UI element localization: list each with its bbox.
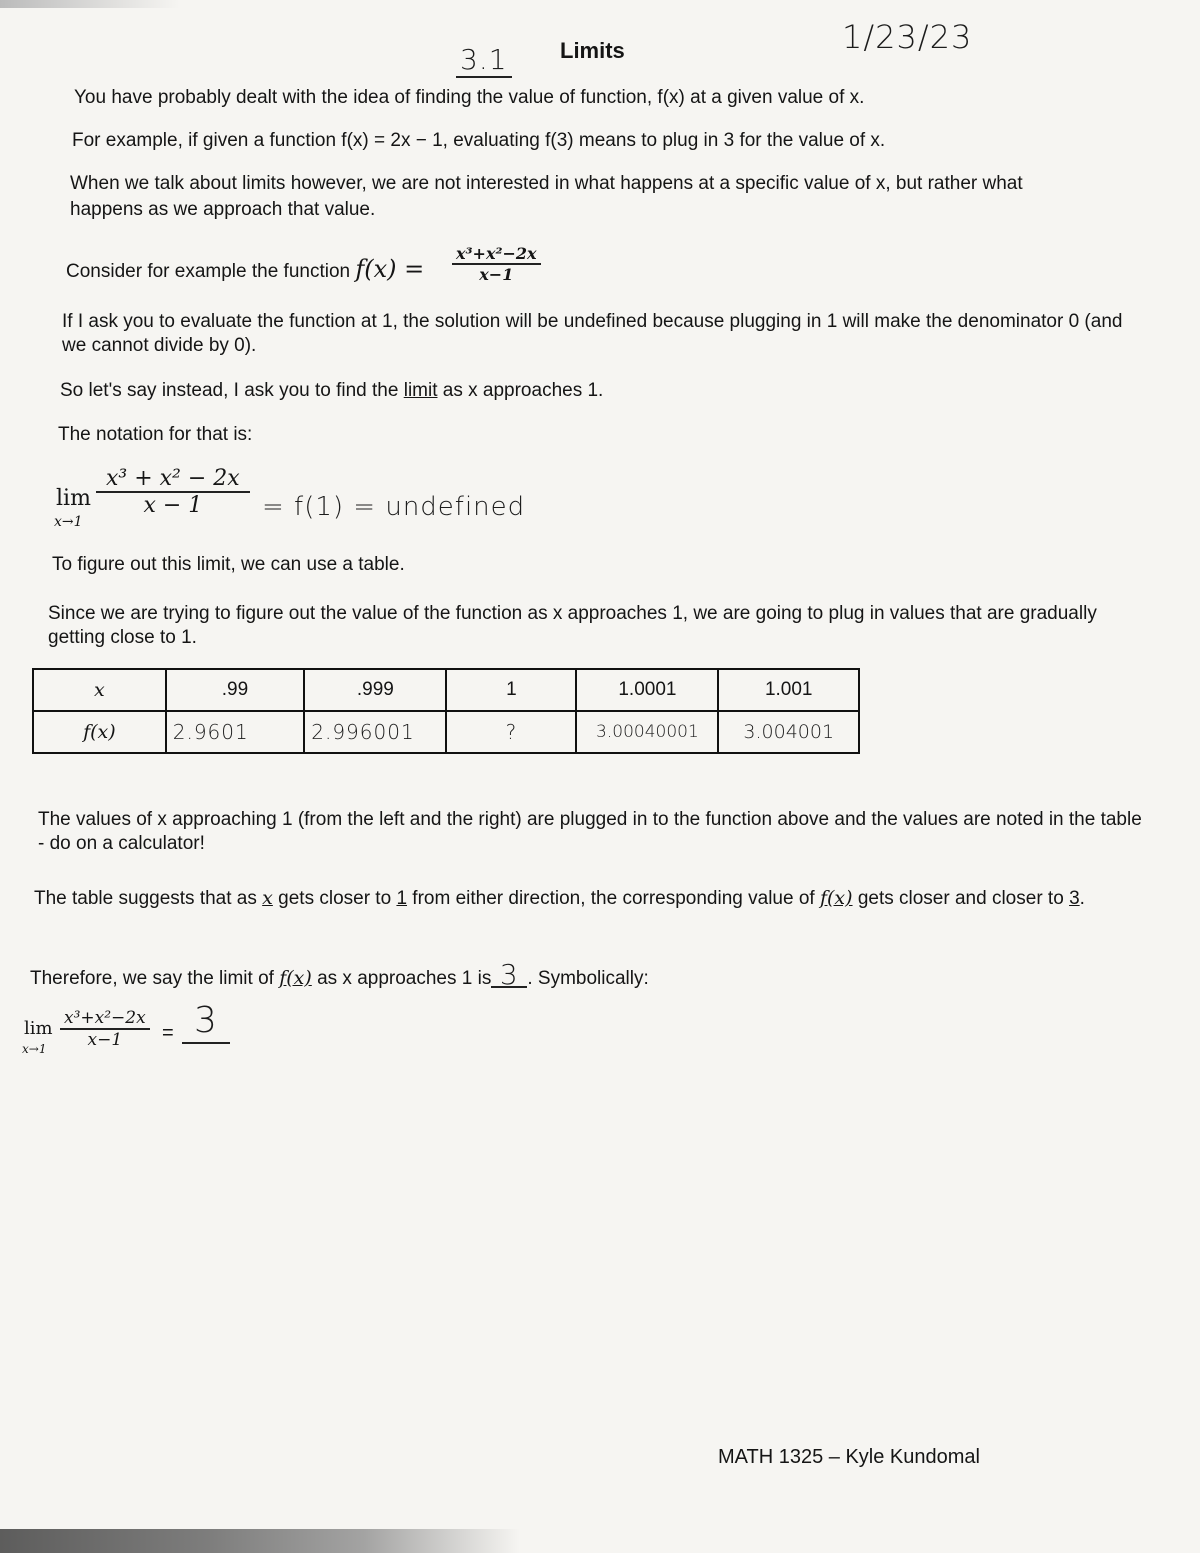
final-lim: lim xyxy=(24,1018,53,1039)
para3-fx: f(x) xyxy=(279,967,312,989)
cell-x-3: 1 xyxy=(446,669,576,711)
cell-fx-header: f(x) xyxy=(33,711,166,753)
handwritten-undefined: = f(1) = undefined xyxy=(262,492,526,522)
notation-numerator: x³ + x² − 2x xyxy=(96,466,250,493)
final-equals: = xyxy=(162,1022,174,1044)
final-numerator: x³+x²−2x xyxy=(60,1008,150,1030)
notation-lim: lim xyxy=(56,486,91,511)
cell-x-1: .99 xyxy=(166,669,305,711)
intro-line-2: For example, if given a function f(x) = 2x − 1, evaluating f(3) means to plug in 3 for the value of x. xyxy=(72,130,886,151)
notation-denominator: x − 1 xyxy=(143,493,203,518)
para3-part-c: . Symbolically: xyxy=(527,968,649,989)
para3-part-b: as x approaches 1 is xyxy=(317,968,492,989)
example-numerator: x³+x²−2x xyxy=(452,244,541,265)
final-fraction xyxy=(60,1008,150,1050)
limit-word: limit xyxy=(403,380,438,401)
conclusion-para-3 xyxy=(30,958,649,992)
final-denominator: x−1 xyxy=(87,1030,123,1050)
para3-blank: 3 xyxy=(491,964,527,988)
para2-part-c: from either direction, the corresponding value of xyxy=(412,888,815,909)
course-footer: MATH 1325 – Kyle Kundomal xyxy=(718,1446,980,1468)
section-number: 3.1 xyxy=(456,44,512,78)
conclusion-para-1: The values of x approaching 1 (from the left and the right) are plugged in to the function above and the values are noted in the table - do on a calculator! xyxy=(38,809,1142,854)
scan-shadow-bottom xyxy=(0,1529,520,1553)
cell-x-2: .999 xyxy=(304,669,446,711)
conclusion-para-2: The table suggests that as x gets closer to 1 from either direction, the corresponding value of f(x) gets closer and closer to 3. xyxy=(34,887,1085,909)
cell-fx-4: 3.00040001 xyxy=(576,711,718,753)
para2-fx: f(x) xyxy=(819,887,853,909)
table-row-x xyxy=(33,669,859,711)
example-fx: f(x) = xyxy=(355,255,425,283)
para2-part-b: gets closer to xyxy=(278,888,392,909)
page-title: Limits xyxy=(560,38,625,63)
cell-fx-5: 3.004001 xyxy=(718,711,859,753)
cell-x-header: x xyxy=(33,669,166,711)
final-answer: 3 xyxy=(182,1000,230,1044)
instead-post: as x approaches 1. xyxy=(442,380,604,401)
notation-fraction xyxy=(96,466,250,518)
intro-line-3: When we talk about limits however, we are not interested in what happens at a specific value of x, but rather what happens as we approach that value. xyxy=(70,173,1023,220)
cell-fx-1: 2.9601 xyxy=(166,711,305,753)
bleed-through-1 xyxy=(40,1072,45,1092)
table-intro-2: Since we are trying to figure out the value of the function as x approaches 1, we are going to plug in values that are gradually getting close to 1. xyxy=(48,603,1097,648)
intro-line-1: You have probably dealt with the idea of finding the value of function, f(x) at a given value of x. xyxy=(74,87,865,108)
value-table xyxy=(32,668,860,754)
instead-line xyxy=(60,378,603,404)
scan-shadow-top xyxy=(0,0,180,8)
example-lead-text: Consider for example the function xyxy=(66,261,351,282)
example-lead xyxy=(66,256,424,285)
cell-fx-3: ? xyxy=(446,711,576,753)
para3-part-a: Therefore, we say the limit of xyxy=(30,968,274,989)
example-fraction xyxy=(452,244,541,284)
undefined-explanation: If I ask you to evaluate the function at 1, the solution will be undefined because plugging in 1 will make the denominator 0 (and we cannot divide by 0). xyxy=(62,311,1123,356)
para2-three: 3 xyxy=(1069,888,1080,909)
handwritten-date: 1/23/23 xyxy=(842,18,973,56)
final-lim-sub: x→1 xyxy=(22,1042,47,1056)
notation-label: The notation for that is: xyxy=(58,424,253,445)
para2-part-a: The table suggests that as xyxy=(34,888,257,909)
cell-x-5: 1.001 xyxy=(718,669,859,711)
cell-fx-2: 2.996001 xyxy=(304,711,446,753)
instead-pre: So let's say instead, I ask you to find the xyxy=(60,380,399,401)
para2-one: 1 xyxy=(396,888,408,909)
table-intro-1: To figure out this limit, we can use a table. xyxy=(52,554,405,575)
notation-lim-sub: x→1 xyxy=(54,514,83,530)
cell-x-4: 1.0001 xyxy=(576,669,718,711)
para2-x: x xyxy=(262,887,273,909)
para2-part-d: gets closer and closer to xyxy=(857,888,1064,909)
example-denominator: x−1 xyxy=(479,265,514,284)
table-row-fx xyxy=(33,711,859,753)
